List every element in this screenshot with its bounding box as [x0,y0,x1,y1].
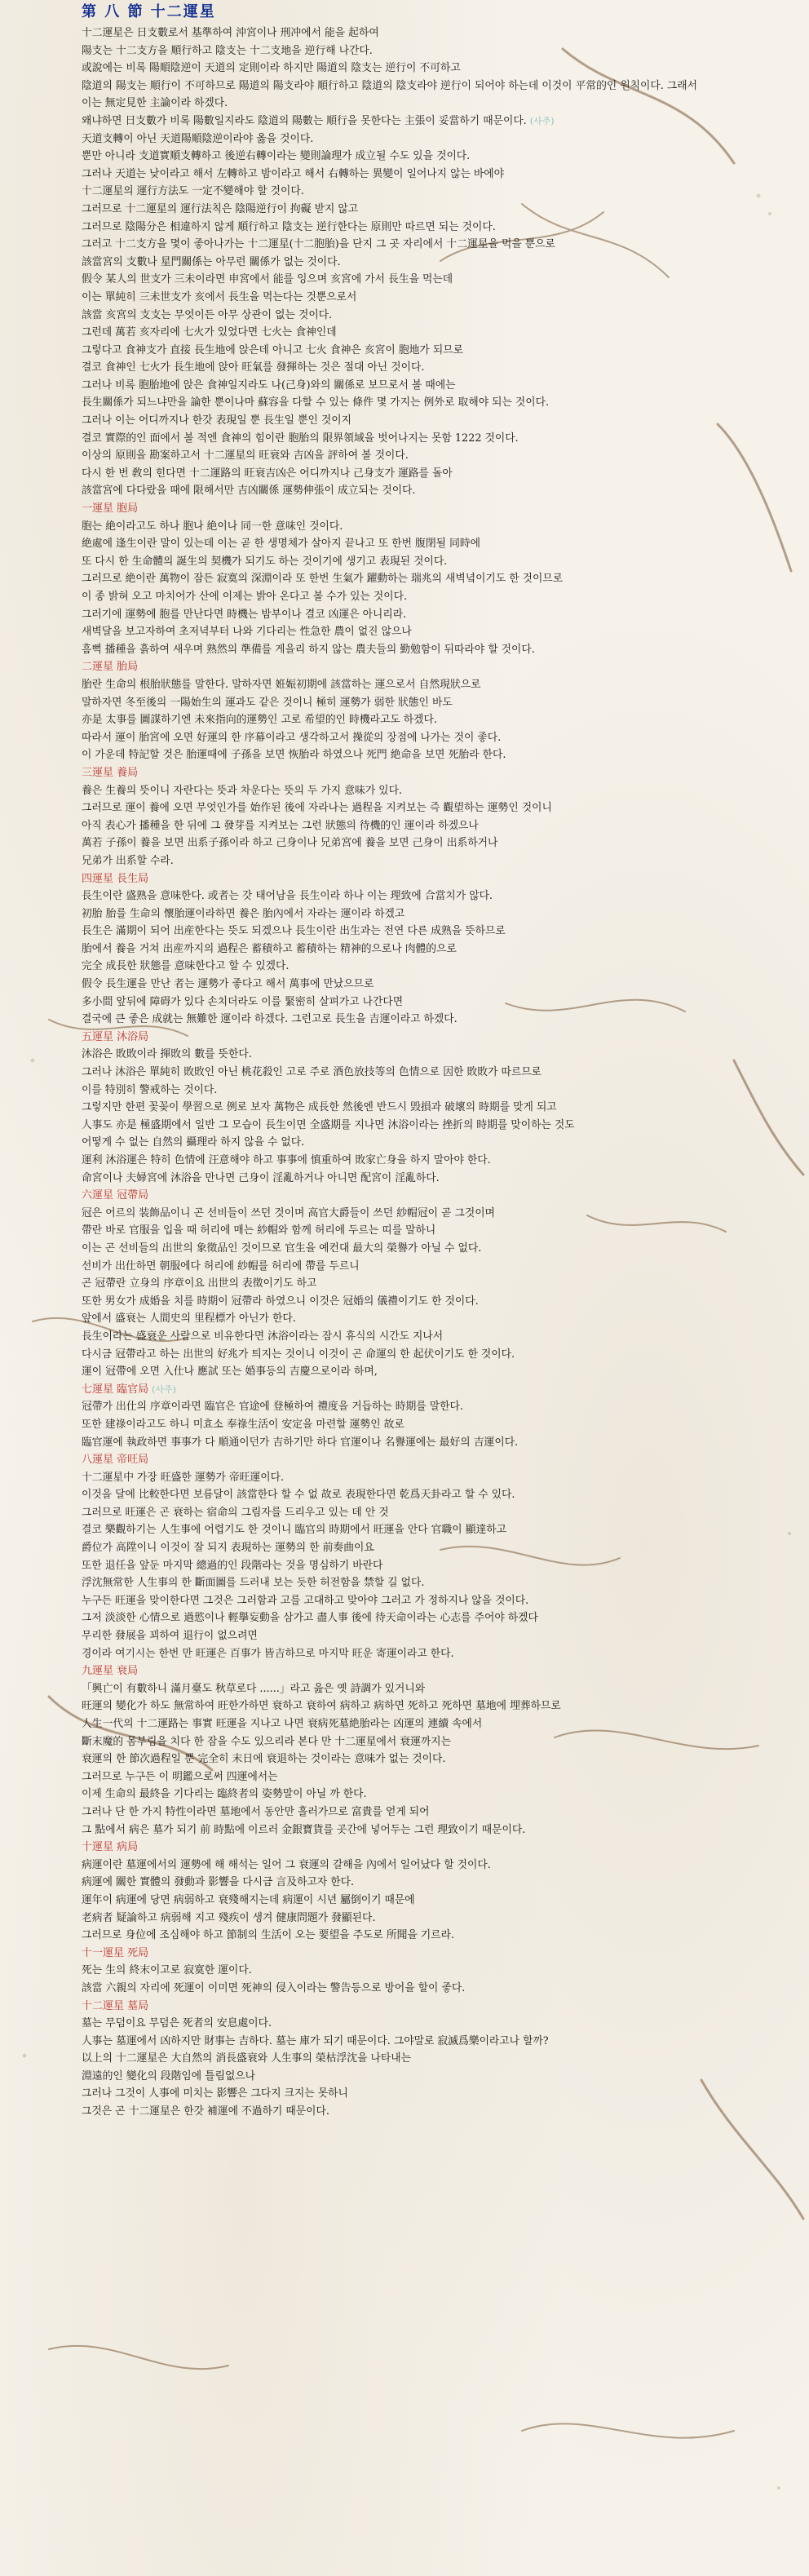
section-heading: 六運星 冠帶局 [82,1189,149,1202]
text-line: 그러므로 運이 養에 오면 무엇인가를 始作된 後에 자라나는 過程을 지켜보는 즉 觀望하는 運勢인 것이니 [82,802,552,815]
text-line: 長生이란 盛熟을 意味한다. 或者는 갓 태어남을 長生이라 하나 이는 理致에 合當치가 않다. [82,890,493,903]
text-line: 또한 退任을 앞둔 마지막 總過的인 段階라는 것을 명심하기 바란다 [82,1559,383,1572]
section-intro [82,24,783,500]
text-line: 결코 食神인 七火가 長生地에 앉아 旺氣를 發揮하는 것은 절대 아닌 것이다. [82,361,425,374]
text-line: 淵遠的인 變化의 段階임에 틀림없으나 [82,2069,256,2082]
text-line: 그러나 비록 胞胎地에 앉은 食神일지라도 나(己身)와의 關係로 보므로서 볼 때에는 [82,378,456,392]
text-line: 胎란 生命의 根胎狀態를 말한다. 말하자면 姙娠初期에 該當하는 運으로서 自然現狀으로 [82,678,481,691]
text-line: 命宮이나 夫婦宮에 沐浴을 만나면 己身이 淫亂하거나 아니면 配宮이 淫亂하다. [82,1171,440,1184]
text-line: 그러나 天道는 낮이라고 해서 左轉하고 밤이라고 해서 右轉하는 異變이 일어나지 않는 바에야 [82,167,504,180]
text-line: 이를 特別히 警戒하는 것이다. [82,1083,218,1096]
text-line: 以上의 十二運星은 大自然의 消長盛衰와 人生事의 榮枯浮沈을 나타내는 [82,2052,411,2065]
text-line: 假令 某人의 世支가 三未이라면 申宮에서 能를 잉으며 亥宮에 가서 長生을 먹는데 [82,273,453,286]
text-line: 陰道의 陽支는 順行이 不可하므로 陽道의 陽支라야 順行하고 陰道의 陰支라야 逆行이 되어야 하는데 이것이 平常的인 원칙이다. 그래서 [82,79,697,92]
section-heading-text: 七運星 臨官局 [82,1383,149,1396]
text-line: 衰運의 한 節次過程일 뿐 完全히 末日에 衰退하는 것이라는 意味가 없는 것이다. [82,1753,446,1766]
text-line: 冠帶가 出仕의 序章이라면 臨官은 官途에 登極하여 禮度을 거듭하는 時期를 말한다. [82,1401,463,1414]
text-line-content: 왜냐하면 日支數가 비록 陽數일지라도 陰道의 陽數는 順行을 못한다는 主張이 妥當하기 때문이다. [82,114,527,127]
text-line: 그러나 그것이 人事에 미치는 影響은 그다지 크지는 못하니 [82,2087,348,2100]
text-line: 病運에 關한 實體의 發動과 影響을 다시금 言及하고자 한다. [82,1876,355,1889]
text-line: 或說에는 비록 陽順陰逆이 天道의 定則이라 하지만 陽道의 陰支는 逆行이 不可하고 [82,62,461,75]
section-heading: 十運星 病局 [82,1841,139,1854]
text-line: 그러므로 陰陽分은 相違하지 않게 順行하고 陰支는 逆行한다는 原則만 따르면 되는 것이다. [82,220,496,233]
text-line: 胞는 絶이라고도 하나 胞나 絶이나 同一한 意味인 것이다. [82,520,343,533]
text-line: 該當宮의 支數나 星門關係는 아무런 關係가 없는 것이다. [82,255,341,268]
text-line: 결코 樂觀하기는 人生事에 어렵기도 한 것이니 臨官의 時期에서 旺運을 안다 官職이 顯達하고 [82,1524,507,1537]
text-line: 十二運星의 運行方法도 一定不變해야 할 것이다. [82,185,304,198]
text-line: 이 종 밝혀 오고 마치어가 산에 이제는 밝아 온다고 볼 수가 있는 것이다. [82,591,408,603]
section-gwandae [82,1187,783,1381]
text-line: 斷末魔的 몸부림을 치다 한 잠을 수도 있으리라 본다 만 十二運星에서 衰運까지는 [82,1735,451,1748]
section-myo [82,1998,783,2121]
text-line: 어떻게 수 없는 自然의 攝理라 하지 않을 수 없다. [82,1136,305,1149]
text-line: 결국에 큰 좋은 成就는 無難한 運이라 하겠다. 그런고로 長生을 吉運이라고 하겠다. [82,1013,458,1026]
section-jewang [82,1451,783,1662]
text-line: 亦是 太事를 圖謀하기엔 未來指向的運勢인 고로 希望的인 時機라고도 하겠다. [82,714,437,727]
text-line: 冠은 어르의 装飾品이니 곤 선비들이 쓰던 것이며 高官大爵들이 쓰던 紗帽冠이 곧 그것이며 [82,1206,495,1219]
section-heading: 十二運星 墓局 [82,1999,149,2012]
text-line: 흠뻑 播種을 흙하여 새우며 熟然의 準備를 게을리 하지 않는 農夫들의 勤勉함이 뒤따라야 할 것이다. [82,643,535,656]
text-line: 다시 한 번 敎의 힌다면 十二運路의 旺衰吉凶은 어디까지나 己身支가 運路를 돌아 [82,467,453,480]
text-line: 그저 淡淡한 心情으로 過慾이나 輕擧妄動을 삼가고 盡人事 後에 待天命이라는 心志를 주어야 하겠다 [82,1612,538,1625]
text-line: 運利 沐浴運은 特히 色情에 汪意해야 하고 事事에 慎重하여 敗家亡身을 하지 말아야 한다. [82,1154,491,1166]
text-line: 養은 生養의 뜻이니 자란다는 뜻과 차운다는 뜻의 두 가지 意味가 있다. [82,784,403,797]
text-line: 臨官運에 執政하면 事事가 다 順通이던가 吉하기만 하다 官運이나 名譽運에는 最好의 吉運이다. [82,1436,519,1449]
text-line: 이는 곤 선비들의 出世의 象徵品인 것이므로 官生을 예컨대 最大의 榮譽가 아닐 수 없다. [82,1242,482,1255]
text-line: 경이라 여기시는 한번 만 旺運은 百事가 皆吉하므로 마지막 旺운 寄運이라고 한다. [82,1647,454,1660]
section-heading: 八運星 帝旺局 [82,1454,149,1467]
text-line: 萬若 子孫이 養을 보면 出系子孫이라 하고 己身이나 兄弟宮에 養을 보면 己身이 出系하거나 [82,837,498,850]
text-line: 運이 冠帶에 오면 入仕나 應試 또는 婚事등의 吉慶으로이라 하며, [82,1365,378,1379]
watermark-label: (사주) [529,115,555,126]
text-line: 絶處에 逢生이란 말이 있는데 이는 곧 한 생명체가 살아지 끝나고 또 한번 腹閉될 同時에 [82,538,481,551]
text-line: 앞에서 盛衰는 人間史의 里程標가 아닌가 한다. [82,1312,296,1326]
text-line: 胎에서 養을 거쳐 出産까지의 過程은 蓄積하고 蓄積하는 精神的으로나 肉體的으로 [82,942,457,955]
text-line: 선비가 出仕하면 朝服에다 허리에 紗帽를 허리에 帶를 두르니 [82,1259,360,1273]
text-line: 長生關係가 되느냐만을 論한 뿐이나마 蘇容을 다할 수 있는 條件 몇 가지는 例外로 取해야 되는 것이다. [82,396,550,409]
text-line: 浮沈無常한 人生事의 한 斷面圖를 드러내 보는 듯한 허전함을 禁할 길 없다. [82,1577,425,1590]
section-heading: 九運星 衰局 [82,1665,139,1678]
text-line: 人事도 亦是 極盛期에서 일반 그 모습이 長生이면 全盛期를 지나면 沐浴이라는 挫折의 時期를 맞이하는 것도 [82,1118,575,1131]
section-heading: 五運星 沐浴局 [82,1030,149,1043]
text-line: 또한 男女가 成婚을 치를 時期이 冠帶라 하였으니 이것은 冠婚의 儀禮이기도 한 것이다. [82,1295,479,1308]
text-line: 이는 單純히 三未世支가 亥에서 長生을 먹는다는 것뿐으로서 [82,290,357,303]
section-imgwan [82,1381,783,1451]
text-line: 그러므로 絶이란 萬物이 잠든 寂寞의 深淵이라 또 한번 生氣가 躍動하는 瑞兆의 새벽녘이기도 한 것이므로 [82,573,564,586]
text-line: 누구든 旺運을 맞이한다면 그것은 그러함과 고를 고대하고 맞아야 그러고 가 정하지나 않을 것이다. [82,1594,529,1607]
text-line: 그렇다고 食神支가 直接 長生地에 앉은데 아니고 七火 食神은 亥宮이 胞地가 되므로 [82,343,463,356]
text-line: 完全 成長한 狀態를 意味한다고 할 수 있겠다. [82,960,290,973]
text-line: 그러므로 旺運은 곤 衰하는 宿命의 그림자를 드리우고 있는 데 안 것 [82,1506,389,1519]
text-line: 무리한 發展을 꾀하여 退行이 없으려면 [82,1630,258,1643]
text-line: 이것을 달에 比較한다면 보름달이 該當한다 할 수 없 故로 表現한다면 乾爲天卦라고 할 수 있다. [82,1489,515,1502]
text-line: 沐浴은 敗敗이라 揮敗의 數를 뜻한다. [82,1048,252,1061]
text-line: 天道支轉이 아닌 天道陽順陰逆이라야 옳을 것이다. [82,132,314,145]
text-line: 運年이 病運에 당면 病弱하고 衰殘해지는데 病運이 시년 屬倒이기 때문에 [82,1893,415,1906]
text-line: 결코 實際的인 面에서 볼 적엔 食神의 힘이란 胞胎의 限界領域을 벗어나지는 못함 1222 것이다. [82,432,519,445]
text-line: 다시금 冠帶라고 하는 出世의 好兆가 틔지는 것이니 이것이 곤 命運의 한 起伏이기도 한 것이다. [82,1348,515,1361]
text-line: 人生一代의 十二運路는 事實 旺運을 지나고 나면 衰病死墓絶胎라는 凶運의 連續 속에서 [82,1718,483,1730]
text-line: 死는 生의 終末이고로 寂寞한 運이다. [82,1964,252,1977]
section-heading: 十一運星 死局 [82,1946,149,1959]
section-heading: 二運星 胎局 [82,661,139,674]
text-line: 곤 冠帶란 立身의 序章이요 出世의 表徵이기도 하고 [82,1277,317,1290]
text-line [82,113,783,131]
section-heading: 四運星 長生局 [82,872,149,885]
text-line: 該當宮에 다다랐을 때에 限해서만 吉凶關係 運勢伸張이 成立되는 것이다. [82,485,416,498]
section-mogyok [82,1029,783,1187]
text-line: 그 點에서 病은 墓가 되기 前 時點에 이르러 金銀寶貨를 곳간에 넣어두는 그런 理致이기 때문이다. [82,1823,526,1836]
text-line: 그러고 十二支方을 몇이 좋아나가는 十二運星(十二胞胎)을 단지 그 곳 자리에서 十二運星을 먹을 뿐으로 [82,238,555,251]
text-line: 그러나 단 한 가지 特性이라면 墓地에서 동안만 흘러가므로 富貴를 얻게 되어 [82,1805,430,1818]
text-line: 假令 長生運을 만난 者는 運勢가 좋다고 해서 萬事에 만났으므로 [82,978,374,991]
text-line: 十二運星은 日支數로서 基準하여 沖宮이나 刑冲에서 能을 起하여 [82,27,379,39]
document-body [82,2,783,2121]
text-line: 長生은 滿期이 되어 出産한다는 뜻도 되겠으나 長生이란 出生과는 전연 다른 成熟을 뜻하므로 [82,925,506,938]
text-line: 그러기에 運勢에 胞를 만난다면 時機는 밤부이나 결코 凶運은 아니리라. [82,608,407,621]
watermark-label: (사주) [152,1383,176,1395]
section-soe [82,1662,783,1839]
text-line: 人事는 墓運에서 凶하지만 財事는 吉하다. 墓는 庫가 되기 때문이다. 그야말로 寂滅爲樂이라고나 할까? [82,2034,549,2047]
section-pogok [82,500,783,658]
text-line: 帶란 바로 官服을 입을 때 허리에 매는 紗帽와 함께 허리에 두르는 띠를 말하니 [82,1224,436,1237]
text-line: 새벽달을 보고자하여 초저녁부터 나와 기다리는 性急한 農이 없진 않으나 [82,626,412,639]
text-line: 十二運星中 가장 旺盛한 運勢가 帝旺運이다. [82,1471,285,1484]
text-line: 「興亡이 有數하니 滿月臺도 秋草로다 ......」라고 읊은 옛 詩調가 있거니와 [82,1682,426,1695]
section-jangsaeng [82,870,783,1029]
text-line: 그러나 沐浴은 單純히 敗敗인 아닌 桃花殺인 고로 주로 酒色放技等의 色情으로 因한 敗敗가 따르므로 [82,1066,542,1079]
text-line: 爵位가 高陞이니 이것이 잘 되지 表現하는 運勢의 한 前奏曲이요 [82,1542,374,1555]
text-line: 그런데 萬若 亥자리에 七火가 있었다면 七火는 食神인데 [82,326,337,339]
text-line: 兄弟가 出系할 수라. [82,854,174,867]
text-line: 旺運의 變化가 하도 無常하여 旺한가하면 衰하고 衰하여 病하고 病하면 死하고 死하면 墓地에 埋葬하므로 [82,1700,561,1713]
text-line: 따라서 運이 胎宮에 오면 好運의 한 序幕이라고 생각하고서 操從의 장점에 나가는 것이 좋다. [82,731,502,744]
text-line: 該當 六親의 자리에 死運이 이미면 死神의 侵入이라는 警告등으로 방어을 할이 좋다. [82,1981,466,1994]
text-line: 아직 表心가 播種을 한 뒤에 그 發芽를 지켜보는 그런 狀態의 待機的인 運이라 하겠으나 [82,819,479,832]
text-line: 이는 無定見한 主論이라 하겠다. [82,97,228,110]
section-heading: 三運星 養局 [82,766,139,779]
section-yanggok [82,764,783,870]
text-line: 墓는 무덤이요 무덤은 死者의 安息處이다. [82,2017,272,2030]
text-line: 뿐만 아니라 支道實順支轉하고 後逆右轉이라는 變則論理가 成立될 수도 있을 것이다. [82,150,471,163]
text-line: 이제 生命의 最終을 기다리는 臨終者의 姿勢말이 아닐 까 한다. [82,1788,367,1801]
text-line: 또 다시 한 生命體의 誕生의 契機가 되기도 하는 것이기에 생기고 表現된 것이다. [82,555,448,568]
text-line: 말하자면 冬至後의 一陽始生의 運과도 같은 것이니 極히 運勢가 弱한 狀態인 바도 [82,696,453,709]
text-line: 多小間 앞뒤에 障碍가 있다 손치더라도 이를 緊密히 살펴가고 나간다면 [82,995,404,1008]
text-line: 그러나 이는 어디까지나 한갓 表現일 뿐 長生일 뿐인 것이지 [82,414,351,427]
section-taegok [82,658,783,764]
text-line: 그러므로 十二運星의 運行法칙은 陰陽逆行이 拘礙 받지 않고 [82,202,359,215]
section-heading: 一運星 胞局 [82,502,139,516]
text-line: 病運이란 墓運에서의 運勢에 해 해석는 일어 그 衰運의 갈해을 內에서 일어났다 할 것이다. [82,1858,491,1871]
text-line: 이상의 原則을 勘案하고서 十二運星의 旺衰와 吉凶을 評하여 볼 것이다. [82,449,409,463]
text-line: 또한 建祿이라고도 하니 미효소 奉祿生活이 安定을 마련할 運勢인 故로 [82,1418,404,1431]
section-heading [82,1381,783,1399]
page-title: 第 八 節 十二運星 [82,3,216,20]
text-line: 該當 亥宮의 支支는 무엇이든 아무 상관이 없는 것이다. [82,308,333,321]
text-line: 初胎 胎를 生命의 懷胎運이라하면 養은 胎內에서 자라는 運이라 하겠고 [82,907,405,920]
text-line: 그러므로 누구든 이 明鑑으로써 四運에서는 [82,1770,278,1783]
text-line: 그렇지만 한편 꽃꽂이 學習으로 例로 보자 萬物은 成長한 然後엔 반드시 毁損과 破壞의 時期를 맞게 되고 [82,1101,557,1114]
text-line: 長生이라는 盛衰운 사람으로 비유한다면 沐浴이라는 잠시 휴식의 시간도 지나서 [82,1330,444,1343]
section-byeong [82,1839,783,1945]
text-line: 老病者 疑論하고 病弱해 지고 殘疾이 생겨 健康問題가 發顯된다. [82,1911,376,1924]
text-line: 이 가운데 特記할 것은 胎運때에 子孫을 보면 恢胎라 하였으나 死門 絶命을 보면 死胎라 한다. [82,749,506,762]
text-line: 그것은 곤 十二運星은 한갓 補運에 不過하기 때문이다. [82,2105,329,2118]
text-line: 그러므로 身位에 조심해야 하고 節制의 生活이 오는 要望을 주도로 所聞을 기르라. [82,1929,455,1942]
text-line: 陽支는 十二支方을 順行하고 陰支는 十二支地을 逆行해 나간다. [82,44,373,57]
section-sa [82,1945,783,1998]
